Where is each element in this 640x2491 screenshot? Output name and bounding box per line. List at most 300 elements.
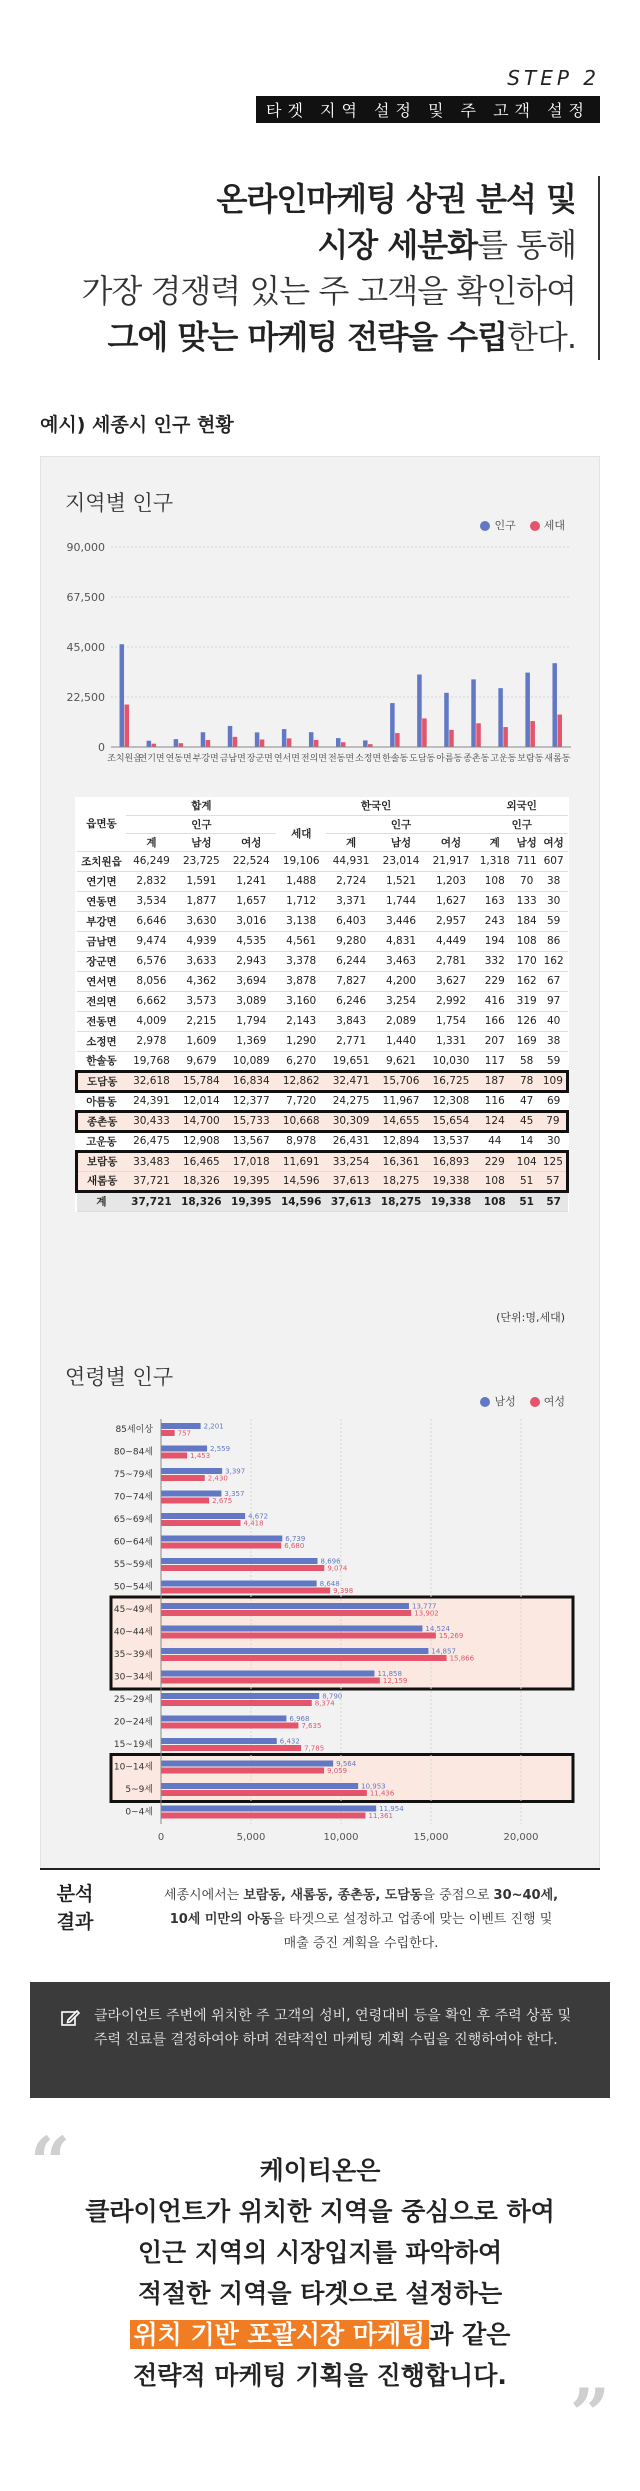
data-label: 8,648	[319, 1580, 340, 1588]
table-cell: 2,992	[426, 991, 476, 1011]
table-cell: 162	[514, 971, 540, 991]
bar-female	[161, 1498, 209, 1504]
bar-population	[282, 729, 287, 747]
age-group-label: 25~29세	[113, 1695, 153, 1705]
table-cell: 4,535	[226, 931, 276, 951]
table-row	[77, 931, 568, 951]
table-cell: 6,662	[126, 991, 176, 1011]
region-chart-title: 지역별 인구	[65, 491, 174, 515]
unit-note: (단위:명,세대)	[496, 1311, 565, 1324]
table-cell: 3,371	[326, 891, 376, 911]
table-row	[77, 971, 568, 991]
close-quote-icon: ”	[569, 2373, 610, 2456]
table-cell: 116	[476, 1091, 514, 1111]
bar-female	[161, 1453, 187, 1459]
table-cell: 1,754	[426, 1011, 476, 1031]
bar-male	[161, 1423, 201, 1429]
y-tick-label: 0	[98, 741, 105, 754]
bar-female	[161, 1430, 175, 1436]
bar-population	[201, 732, 206, 747]
table-cell: 18,275	[376, 1191, 426, 1211]
table-cell: 2,215	[176, 1011, 226, 1031]
table-cell: 3,627	[426, 971, 476, 991]
table-cell: 33,254	[326, 1151, 376, 1171]
table-cell: 3,534	[126, 891, 176, 911]
bar-households	[125, 705, 130, 747]
table-cell: 11,691	[276, 1151, 326, 1171]
legend-population: 인구	[480, 517, 515, 533]
closing-line-1: 케이티온은	[259, 2156, 381, 2185]
th-leaf: 계	[126, 833, 176, 851]
bar-female	[161, 1723, 298, 1729]
bar-population	[552, 663, 557, 747]
notice-text: 클라이언트 주변에 위치한 주 고객의 성비, 연령대비 등을 확인 후 주력 상품 및 주력 진료를 결정하여야 하며 전략적인 마케팅 계획 수립을 진행하여야 한다.	[94, 2008, 572, 2048]
x-tick-label: 고운동	[490, 754, 517, 764]
step-title: 타겟 지역 설정 및 주 고객 설정	[256, 96, 600, 123]
table-cell: 6,270	[276, 1051, 326, 1071]
data-label: 2,675	[212, 1497, 233, 1505]
table-row	[77, 1071, 568, 1091]
table-cell: 14,700	[176, 1111, 226, 1131]
table-cell: 1,627	[426, 891, 476, 911]
x-tick-label: 전의면	[300, 754, 327, 764]
age-group-label: 15~19세	[113, 1740, 153, 1750]
age-group-label: 85세이상	[115, 1425, 153, 1435]
table-cell: 194	[476, 931, 514, 951]
table-cell: 13,537	[426, 1131, 476, 1151]
table-cell: 1,488	[276, 871, 326, 891]
headline-line-3: 가장 경쟁력 있는 주 고객을 확인하여	[81, 272, 576, 310]
table-cell: 7,720	[276, 1091, 326, 1111]
table-row	[77, 991, 568, 1011]
result-text: 세종시에서는 보람동, 새롬동, 종촌동, 도담동을 중점으로 30~40세, 10세 미만의 아동을 타겟으로 설정하고 업종에 맞는 이벤트 진행 및 매출 증진 계획을 수립한다.	[163, 1888, 559, 1951]
bar-population	[525, 673, 530, 747]
town-name: 연기면	[77, 871, 127, 891]
data-label: 7,785	[304, 1744, 325, 1753]
table-cell: 3,446	[376, 911, 426, 931]
table-cell: 19,395	[226, 1171, 276, 1191]
table-row	[77, 1051, 568, 1071]
th-leaf: 여성	[540, 833, 568, 851]
table-cell: 133	[514, 891, 540, 911]
table-cell: 19,338	[426, 1171, 476, 1191]
bar-female	[161, 1543, 281, 1549]
table-cell: 30,433	[126, 1111, 176, 1131]
table-cell: 4,939	[176, 931, 226, 951]
table-cell: 22,524	[226, 851, 276, 871]
th-total-pop: 인구	[126, 815, 276, 833]
bar-households	[530, 721, 535, 747]
table-cell: 2,143	[276, 1011, 326, 1031]
data-label: 9,059	[327, 1767, 348, 1775]
table-cell: 40	[540, 1011, 568, 1031]
table-cell: 2,943	[226, 951, 276, 971]
table-cell: 3,160	[276, 991, 326, 1011]
age-group-label: 55~59세	[113, 1560, 153, 1570]
bar-households	[557, 715, 562, 747]
table-cell: 1,794	[226, 1011, 276, 1031]
table-cell: 19,768	[126, 1051, 176, 1071]
table-cell: 2,771	[326, 1031, 376, 1051]
age-group-label: 60~64세	[113, 1537, 153, 1548]
x-tick-label: 연동면	[165, 754, 192, 764]
table-cell: 19,395	[226, 1191, 276, 1211]
x-tick-label: 5,000	[236, 1832, 266, 1843]
bar-households	[206, 740, 211, 747]
table-cell: 9,280	[326, 931, 376, 951]
table-cell: 37,721	[126, 1171, 176, 1191]
y-tick-label: 67,500	[66, 591, 105, 604]
data-label: 15,866	[449, 1654, 475, 1663]
table-cell: 6,576	[126, 951, 176, 971]
table-cell: 319	[514, 991, 540, 1011]
th-leaf: 남성	[176, 833, 226, 851]
age-group-label: 20~24세	[113, 1717, 153, 1728]
x-tick-label: 보람동	[517, 754, 544, 764]
th-korean-pop: 인구	[326, 815, 476, 833]
table-cell: 7,827	[326, 971, 376, 991]
table-cell: 14,596	[276, 1171, 326, 1191]
table-cell: 3,573	[176, 991, 226, 1011]
data-label: 11,436	[369, 1789, 395, 1798]
table-cell: 37,613	[326, 1171, 376, 1191]
table-cell: 6,246	[326, 991, 376, 1011]
table-cell: 207	[476, 1031, 514, 1051]
table-cell: 1,290	[276, 1031, 326, 1051]
table-cell: 1,521	[376, 871, 426, 891]
table-cell: 45	[514, 1111, 540, 1131]
legend-female: 여성	[530, 1393, 565, 1409]
data-label: 6,680	[284, 1542, 305, 1550]
headline-line-2: 시장 세분화를 통해	[317, 226, 576, 264]
data-label: 14,524	[425, 1625, 450, 1633]
bar-male	[161, 1671, 374, 1677]
bar-households	[449, 730, 454, 747]
table-cell: 57	[540, 1191, 568, 1211]
data-label: 7,635	[301, 1722, 322, 1730]
bar-male	[161, 1468, 222, 1474]
town-name: 아름동	[77, 1091, 127, 1111]
closing-line-5: 위치 기반 포괄시장 마케팅 과 같은	[60, 2314, 580, 2355]
data-label: 11,858	[377, 1670, 402, 1678]
bar-population	[471, 679, 476, 747]
table-cell: 38	[540, 1031, 568, 1051]
bar-male	[161, 1693, 319, 1699]
town-name: 도담동	[77, 1071, 127, 1091]
bar-population	[228, 726, 233, 747]
table-cell: 24,391	[126, 1091, 176, 1111]
table-cell: 163	[476, 891, 514, 911]
table-cell: 67	[540, 971, 568, 991]
table-cell: 18,326	[176, 1171, 226, 1191]
table-cell: 162	[540, 951, 568, 971]
table-cell: 1,877	[176, 891, 226, 911]
x-tick-label: 0	[157, 1832, 165, 1843]
bar-female	[161, 1700, 312, 1706]
table-cell: 126	[514, 1011, 540, 1031]
bar-male	[161, 1491, 221, 1497]
bar-male	[161, 1446, 207, 1452]
bar-households	[503, 727, 508, 747]
data-label: 4,672	[248, 1512, 269, 1521]
table-cell: 30,309	[326, 1111, 376, 1131]
bar-female	[161, 1520, 241, 1526]
bar-households	[260, 739, 265, 747]
table-cell: 124	[476, 1111, 514, 1131]
table-cell: 10,668	[276, 1111, 326, 1131]
age-group-label: 35~39세	[113, 1650, 153, 1660]
table-cell: 108	[476, 871, 514, 891]
table-cell: 14,596	[276, 1191, 326, 1211]
town-name: 금남면	[77, 931, 127, 951]
table-cell: 19,106	[276, 851, 326, 871]
table-cell: 3,378	[276, 951, 326, 971]
town-name: 소정면	[77, 1031, 127, 1051]
table-cell: 9,474	[126, 931, 176, 951]
table-cell: 17,018	[226, 1151, 276, 1171]
table-cell: 38	[540, 871, 568, 891]
table-cell: 3,843	[326, 1011, 376, 1031]
table-cell: 416	[476, 991, 514, 1011]
data-label: 13,777	[411, 1602, 437, 1611]
age-group-label: 10~14세	[113, 1762, 153, 1773]
result-label: 분석 결과	[56, 1883, 94, 1933]
table-row	[77, 1131, 568, 1151]
table-cell: 4,831	[376, 931, 426, 951]
table-cell: 10,030	[426, 1051, 476, 1071]
table-total-row	[77, 1191, 568, 1211]
table-row	[77, 1151, 568, 1171]
table-cell: 16,361	[376, 1151, 426, 1171]
data-label: 11,361	[368, 1812, 393, 1820]
table-cell: 229	[476, 1151, 514, 1171]
table-cell: 2,957	[426, 911, 476, 931]
table-cell: 59	[540, 1051, 568, 1071]
x-tick-label: 소정면	[355, 754, 382, 764]
highlight-keyword: 위치 기반 포괄시장 마케팅	[130, 2320, 430, 2349]
table-cell: 44	[476, 1131, 514, 1151]
x-tick-label: 금남면	[219, 754, 246, 764]
town-name: 전의면	[77, 991, 127, 1011]
table-cell: 69	[540, 1091, 568, 1111]
table-cell: 6,244	[326, 951, 376, 971]
table-cell: 26,475	[126, 1131, 176, 1151]
data-label: 11,954	[379, 1805, 404, 1813]
bar-female	[161, 1633, 436, 1639]
th-town: 읍면동	[77, 797, 127, 851]
table-cell: 14	[514, 1131, 540, 1151]
data-label: 6,432	[279, 1737, 300, 1746]
table-cell: 3,694	[226, 971, 276, 991]
bar-female	[161, 1768, 324, 1774]
table-cell: 15,654	[426, 1111, 476, 1131]
table-cell: 86	[540, 931, 568, 951]
bar-population	[498, 688, 503, 747]
age-group-label: 40~44세	[113, 1627, 153, 1638]
table-cell: 30	[540, 1131, 568, 1151]
table-cell: 32,471	[326, 1071, 376, 1091]
headline-line-4: 그에 맞는 마케팅 전략을 수립한다.	[107, 318, 576, 356]
closing-statement	[60, 2150, 580, 2396]
age-group-label: 0~4세	[125, 1807, 153, 1818]
table-cell: 12,308	[426, 1091, 476, 1111]
table-cell: 57	[540, 1171, 568, 1191]
notice-box	[30, 1982, 610, 2098]
table-cell: 51	[514, 1191, 540, 1211]
table-cell: 12,894	[376, 1131, 426, 1151]
town-name: 고운동	[77, 1131, 127, 1151]
table-cell: 3,254	[376, 991, 426, 1011]
step-label: STEP 2	[507, 66, 600, 90]
data-label: 4,418	[243, 1519, 264, 1528]
table-cell: 16,465	[176, 1151, 226, 1171]
table-cell: 170	[514, 951, 540, 971]
table-cell: 104	[514, 1151, 540, 1171]
table-cell: 12,014	[176, 1091, 226, 1111]
bar-population	[120, 644, 125, 747]
table-cell: 3,633	[176, 951, 226, 971]
age-chart-title: 연령별 인구	[65, 1365, 174, 1389]
bar-population	[255, 732, 260, 747]
data-label: 2,201	[203, 1422, 224, 1431]
town-name: 조치원읍	[77, 851, 127, 871]
statistics-panel	[40, 456, 600, 1956]
table-cell: 3,630	[176, 911, 226, 931]
x-tick-label: 연서면	[273, 754, 300, 764]
data-label: 12,159	[382, 1677, 408, 1685]
table-cell: 58	[514, 1051, 540, 1071]
table-cell: 2,724	[326, 871, 376, 891]
age-group-label: 75~79세	[113, 1470, 153, 1480]
table-cell: 184	[514, 911, 540, 931]
th-foreign: 외국인	[476, 797, 568, 815]
x-tick-label: 도담동	[409, 754, 436, 764]
table-cell: 37,613	[326, 1191, 376, 1211]
table-cell: 23,014	[376, 851, 426, 871]
age-group-label: 45~49세	[113, 1605, 153, 1615]
age-group-label: 70~74세	[113, 1492, 153, 1503]
x-tick-label: 10,000	[323, 1832, 359, 1843]
y-tick-label: 45,000	[66, 641, 105, 654]
table-cell: 108	[514, 931, 540, 951]
town-name: 종촌동	[77, 1111, 127, 1131]
table-cell: 78	[514, 1071, 540, 1091]
data-label: 1,453	[190, 1452, 211, 1460]
bar-households	[341, 742, 346, 747]
table-row	[77, 1011, 568, 1031]
th-leaf: 남성	[376, 833, 426, 851]
data-label: 8,374	[314, 1699, 335, 1708]
table-row	[77, 851, 568, 871]
table-cell: 18,326	[176, 1191, 226, 1211]
bar-households	[422, 718, 427, 747]
table-cell: 169	[514, 1031, 540, 1051]
table-cell: 18,275	[376, 1171, 426, 1191]
town-name: 연동면	[77, 891, 127, 911]
table-cell: 1,744	[376, 891, 426, 911]
bar-population	[417, 675, 422, 747]
town-name: 새롬동	[77, 1171, 127, 1191]
data-label: 9,564	[336, 1760, 357, 1768]
bar-female	[161, 1813, 365, 1819]
bar-male	[161, 1761, 333, 1767]
table-cell: 187	[476, 1071, 514, 1091]
table-cell: 46,249	[126, 851, 176, 871]
bar-male	[161, 1603, 409, 1609]
table-cell: 1,657	[226, 891, 276, 911]
table-cell: 15,784	[176, 1071, 226, 1091]
data-label: 14,857	[431, 1647, 456, 1656]
age-group-label: 65~69세	[113, 1515, 153, 1525]
x-tick-label: 연기면	[138, 754, 165, 764]
table-cell: 711	[514, 851, 540, 871]
table-cell: 12,862	[276, 1071, 326, 1091]
edit-icon	[60, 2008, 80, 2028]
age-bar-chart	[41, 1413, 601, 1873]
x-tick-label: 부강면	[192, 754, 219, 764]
bar-households	[395, 733, 400, 747]
table-cell: 2,978	[126, 1031, 176, 1051]
town-name: 부강면	[77, 911, 127, 931]
table-cell: 15,706	[376, 1071, 426, 1091]
bar-male	[161, 1716, 286, 1722]
table-cell: 3,138	[276, 911, 326, 931]
bar-male	[161, 1806, 376, 1812]
table-cell: 26,431	[326, 1131, 376, 1151]
y-tick-label: 22,500	[66, 691, 105, 704]
bar-male	[161, 1738, 277, 1744]
town-name: 보람동	[77, 1151, 127, 1171]
table-cell: 47	[514, 1091, 540, 1111]
town-name: 전동면	[77, 1011, 127, 1031]
open-quote-icon: “	[30, 2121, 71, 2204]
data-label: 6,739	[285, 1535, 306, 1543]
bar-population	[174, 739, 179, 747]
x-tick-label: 15,000	[413, 1832, 449, 1843]
bar-male	[161, 1513, 245, 1519]
x-tick-label: 한솔동	[382, 754, 409, 764]
table-cell: 1,318	[476, 851, 514, 871]
th-leaf: 여성	[226, 833, 276, 851]
th-leaf: 계	[476, 833, 514, 851]
table-cell: 3,463	[376, 951, 426, 971]
bar-households	[179, 743, 184, 747]
table-cell: 6,646	[126, 911, 176, 931]
table-cell: 1,591	[176, 871, 226, 891]
table-cell: 12,908	[176, 1131, 226, 1151]
table-cell: 332	[476, 951, 514, 971]
th-household: 세대	[276, 815, 326, 851]
th-korean: 한국인	[276, 797, 476, 815]
closing-line-2: 클라이언트가 위치한 지역을 중심으로 하여	[85, 2197, 555, 2226]
table-cell: 79	[540, 1111, 568, 1131]
table-cell: 6,403	[326, 911, 376, 931]
table-cell: 11,967	[376, 1091, 426, 1111]
table-cell: 51	[514, 1171, 540, 1191]
data-label: 15,269	[438, 1632, 464, 1640]
x-tick-label: 종촌동	[463, 754, 490, 764]
town-name: 연서면	[77, 971, 127, 991]
th-total: 합계	[126, 797, 276, 815]
data-label: 8,790	[322, 1692, 343, 1701]
data-label: 6,968	[289, 1715, 310, 1723]
bar-population	[390, 703, 395, 747]
data-label: 10,953	[361, 1782, 386, 1791]
table-cell: 4,009	[126, 1011, 176, 1031]
legend-households: 세대	[530, 517, 565, 533]
th-leaf: 계	[326, 833, 376, 851]
table-cell: 1,241	[226, 871, 276, 891]
